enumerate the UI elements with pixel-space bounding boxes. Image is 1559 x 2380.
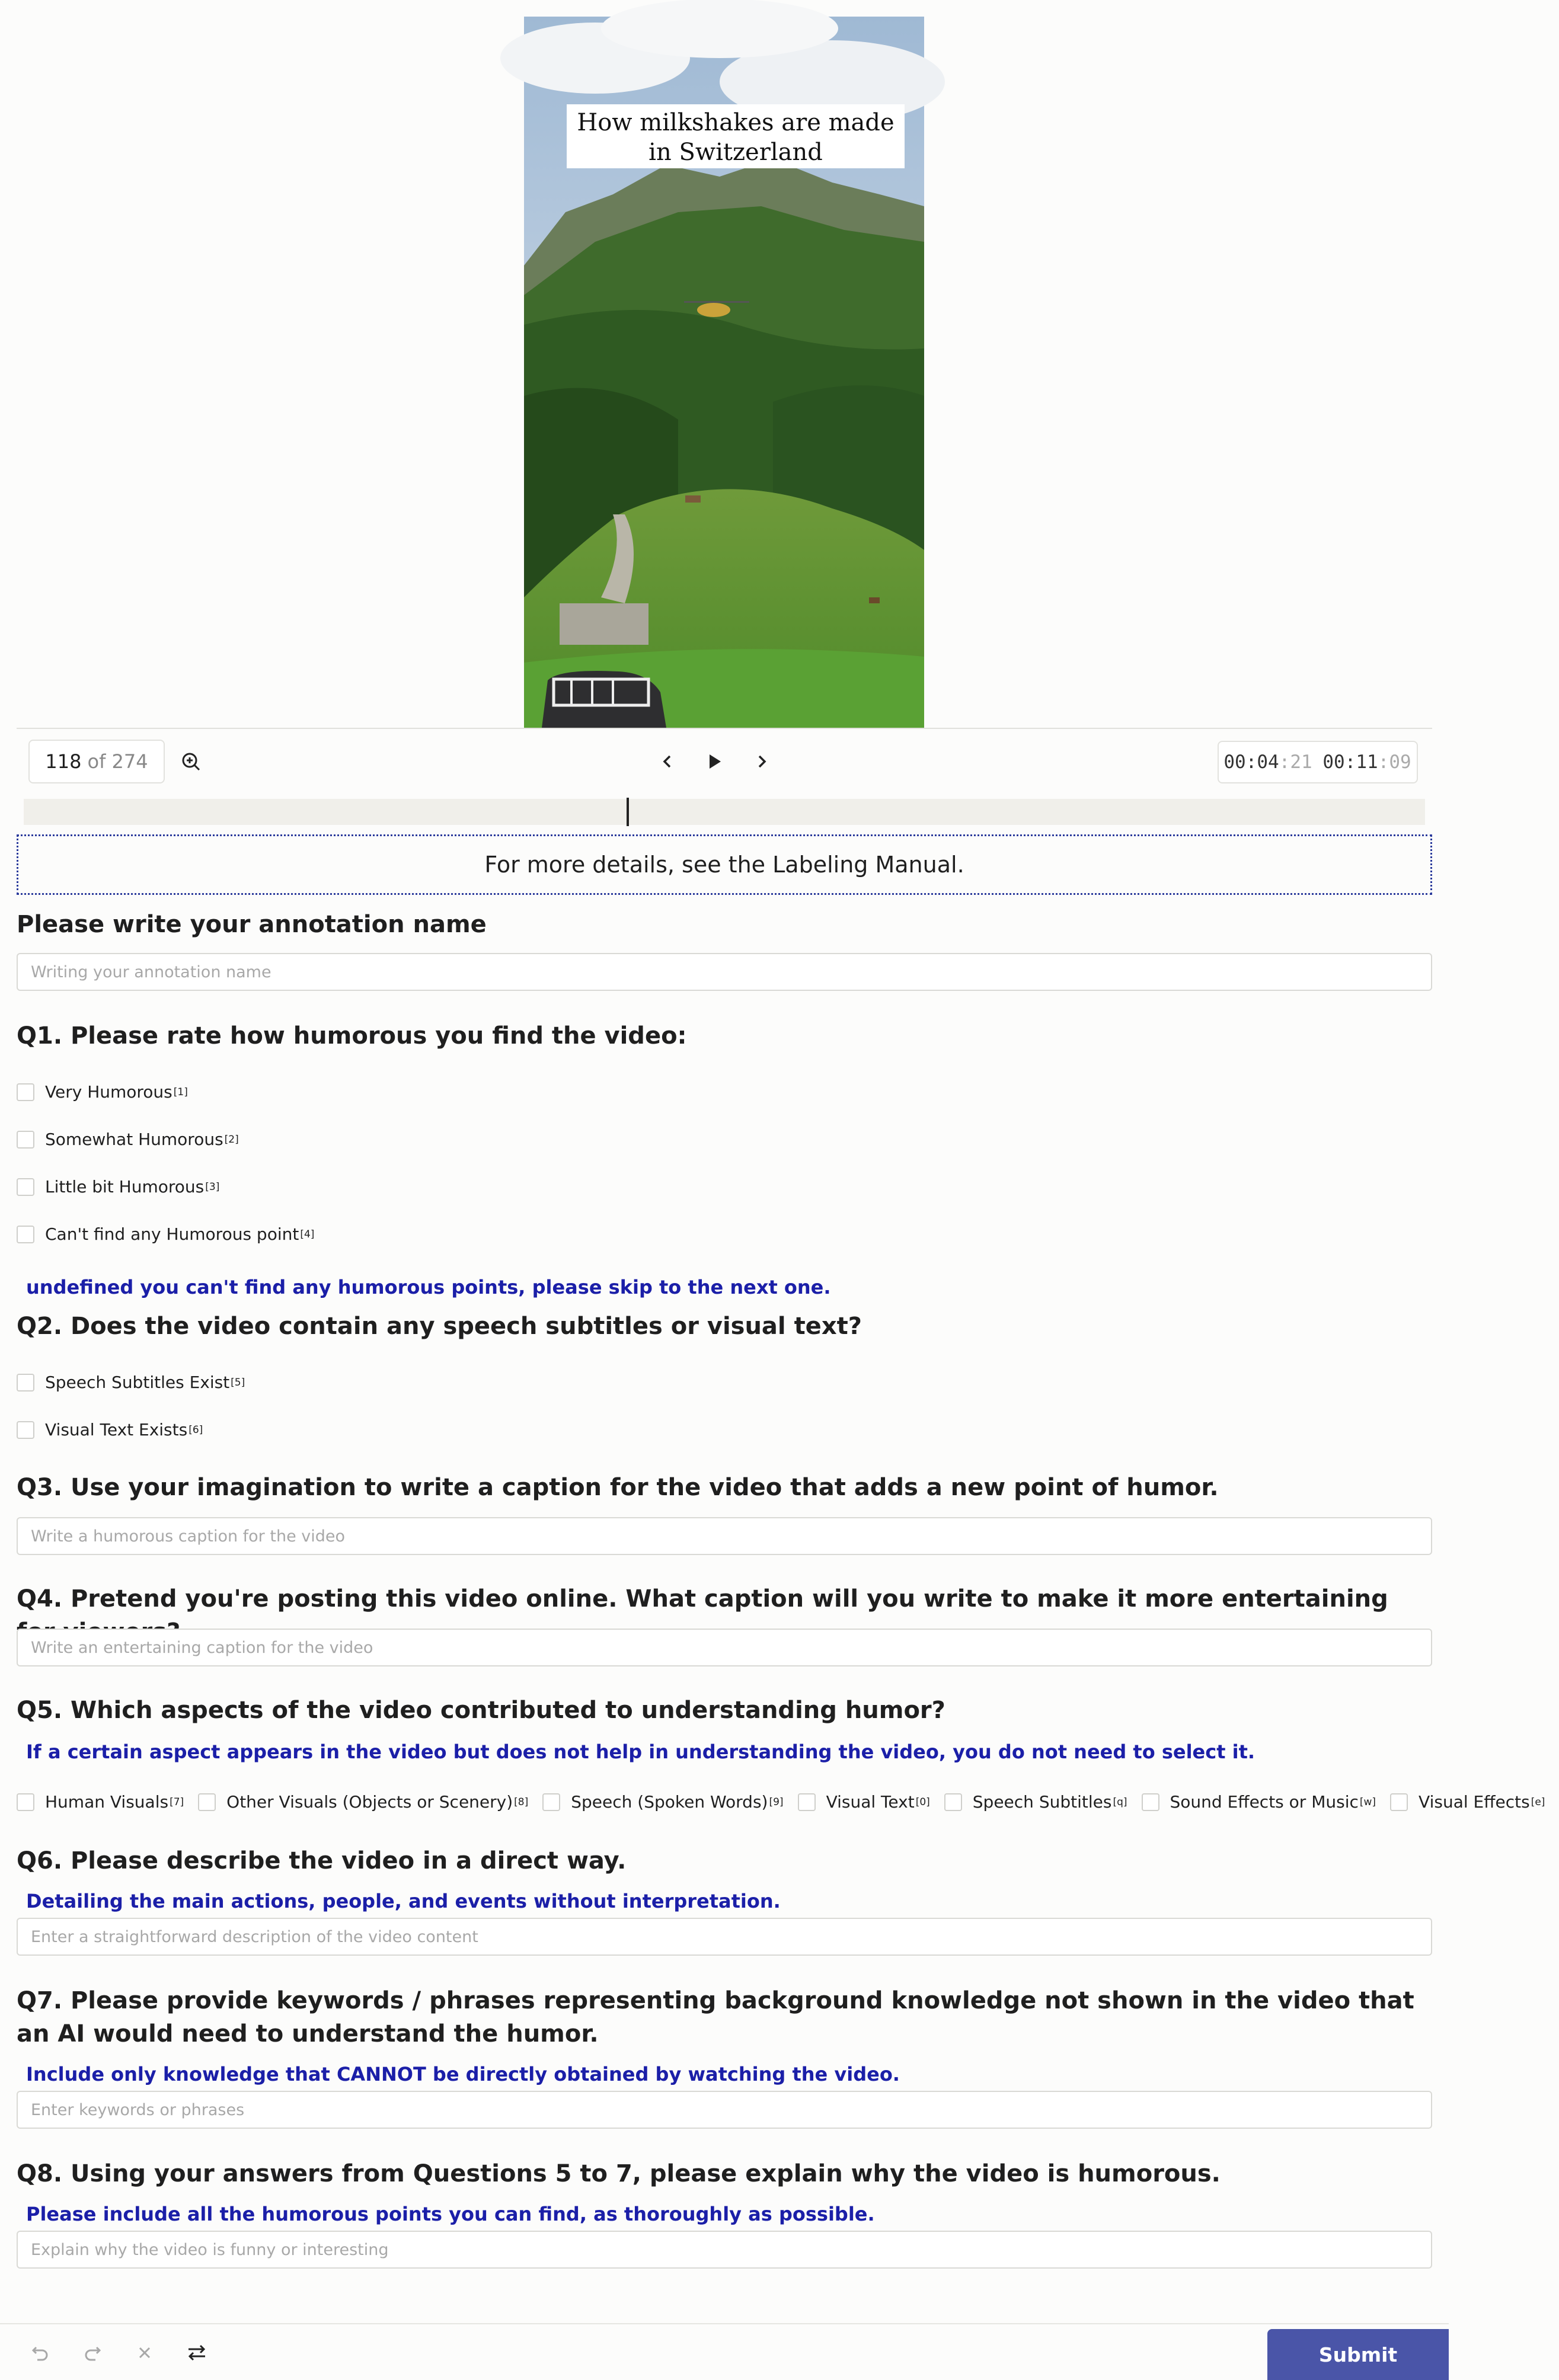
q5-option-sound-effects[interactable] <box>1142 1792 1376 1812</box>
frame-total: of 274 <box>87 750 148 773</box>
q2-option-visual-text[interactable] <box>17 1420 203 1439</box>
q8-explanation-input[interactable] <box>17 2231 1432 2269</box>
q1-option-no-humorous-point[interactable] <box>17 1224 314 1244</box>
timeline-track[interactable] <box>24 799 1425 825</box>
close-icon <box>136 2344 154 2362</box>
q2-title: Q2. Does the video contain any speech subtitles or visual text? <box>17 1313 862 1340</box>
checkbox[interactable] <box>17 1226 34 1243</box>
clear-button[interactable] <box>127 2335 162 2371</box>
toolbar-divider <box>0 2323 1449 2324</box>
labeling-manual-link[interactable]: For more details, see the Labeling Manual. <box>17 834 1432 895</box>
play-button[interactable] <box>697 744 732 779</box>
total-time <box>1317 741 1418 783</box>
option-key: [7] <box>170 1796 184 1808</box>
checkbox[interactable] <box>798 1793 816 1811</box>
q5-option-speech[interactable] <box>542 1792 783 1812</box>
checkbox[interactable] <box>17 1374 34 1391</box>
option-key: [1] <box>173 1086 188 1098</box>
option-label: Sound Effects or Music <box>1170 1792 1359 1812</box>
video-frame[interactable] <box>524 17 924 728</box>
checkbox[interactable] <box>1142 1793 1159 1811</box>
q5-option-human-visuals[interactable] <box>17 1792 184 1812</box>
q6-hint: Detailing the main actions, people, and events without interpretation. <box>26 1890 781 1912</box>
q3-title: Q3. Use your imagination to write a caption for the video that adds a new point of humor. <box>17 1474 1219 1501</box>
previous-frame-button[interactable] <box>650 744 685 779</box>
option-label: Visual Text Exists <box>45 1420 188 1439</box>
q2-option-speech-subtitles[interactable] <box>17 1373 245 1392</box>
option-label: Little bit Humorous <box>45 1177 205 1197</box>
option-label: Speech Subtitles <box>972 1792 1112 1812</box>
option-label: Visual Effects <box>1419 1792 1530 1812</box>
q1-option-somewhat-humorous[interactable] <box>17 1130 239 1149</box>
option-key: [4] <box>300 1228 315 1240</box>
q1-title: Q1. Please rate how humorous you find the video: <box>17 1022 687 1050</box>
option-label: Somewhat Humorous <box>45 1130 223 1149</box>
current-time-frac: :21 <box>1279 751 1312 773</box>
option-key: [5] <box>231 1376 245 1389</box>
q3-caption-input[interactable] <box>17 1517 1432 1555</box>
q6-description-input[interactable] <box>17 1918 1432 1956</box>
q5-option-other-visuals[interactable] <box>198 1792 528 1812</box>
option-label: Very Humorous <box>45 1082 172 1102</box>
option-key: [0] <box>915 1796 930 1808</box>
annotation-name-input[interactable] <box>17 953 1432 991</box>
annotation-name-title: Please write your annotation name <box>17 911 487 938</box>
option-key: [w] <box>1359 1796 1376 1808</box>
submit-button[interactable]: Submit <box>1267 2329 1449 2380</box>
play-icon <box>705 752 724 771</box>
option-label: Can't find any Humorous point <box>45 1224 299 1244</box>
checkbox[interactable] <box>17 1131 34 1149</box>
chevron-left-icon <box>659 753 676 770</box>
checkbox[interactable] <box>1390 1793 1408 1811</box>
total-time-main: 00:11 <box>1322 751 1378 773</box>
q6-title: Q6. Please describe the video in a direct way. <box>17 1847 627 1874</box>
redo-icon <box>82 2343 103 2363</box>
checkbox[interactable] <box>17 1178 34 1196</box>
q1-option-very-humorous[interactable] <box>17 1082 188 1102</box>
current-time <box>1218 741 1318 783</box>
frame-counter[interactable] <box>28 740 165 783</box>
divider <box>17 728 1432 729</box>
option-key: [6] <box>189 1423 203 1436</box>
q4-caption-input[interactable] <box>17 1629 1432 1666</box>
q5-option-visual-effects[interactable] <box>1390 1792 1545 1812</box>
q1-option-little-bit-humorous[interactable] <box>17 1177 219 1197</box>
q5-title: Q5. Which aspects of the video contributed to understanding humor? <box>17 1697 945 1724</box>
option-label: Speech Subtitles Exist <box>45 1373 230 1392</box>
q5-option-visual-text[interactable] <box>798 1792 930 1812</box>
option-key: [3] <box>205 1181 220 1193</box>
checkbox[interactable] <box>17 1793 34 1811</box>
current-time-main: 00:04 <box>1223 751 1279 773</box>
q5-hint: If a certain aspect appears in the video but does not help in understanding the video, you do not need to select it. <box>26 1741 1255 1763</box>
q1-hint: undefined you can't find any humorous points, please skip to the next one. <box>26 1276 831 1298</box>
option-key: [2] <box>224 1133 239 1146</box>
undo-button[interactable] <box>23 2335 58 2371</box>
redo-button[interactable] <box>75 2335 110 2371</box>
swap-button[interactable] <box>179 2335 215 2371</box>
option-key: [9] <box>769 1796 784 1808</box>
frame-current: 118 <box>45 750 82 773</box>
q4-title: Q4. Pretend you're posting this video online. What caption will you write to make it more entertaining <box>17 1585 1388 1613</box>
option-label: Visual Text <box>826 1792 915 1812</box>
q5-option-speech-subtitles[interactable] <box>944 1792 1127 1812</box>
checkbox[interactable] <box>17 1421 34 1439</box>
option-label: Human Visuals <box>45 1792 169 1812</box>
q7-hint: Include only knowledge that CANNOT be directly obtained by watching the video. <box>26 2063 900 2085</box>
q8-title: Q8. Using your answers from Questions 5 to 7, please explain why the video is humorous. <box>17 2160 1221 2187</box>
undo-icon <box>30 2343 50 2363</box>
next-frame-button[interactable] <box>744 744 780 779</box>
zoom-button[interactable] <box>173 744 209 779</box>
q7-title: Q7. Please provide keywords / phrases representing background knowledge not shown in the video that an AI would need to understand the humor. <box>17 1987 1414 2048</box>
video-caption-overlay: How milkshakes are made in Switzerland <box>567 104 905 168</box>
option-key: [8] <box>514 1796 529 1808</box>
option-label: Speech (Spoken Words) <box>571 1792 768 1812</box>
checkbox[interactable] <box>17 1083 34 1101</box>
option-key: [e] <box>1531 1796 1545 1808</box>
timeline-playhead[interactable] <box>627 798 629 826</box>
q8-hint: Please include all the humorous points you can find, as thoroughly as possible. <box>26 2203 875 2225</box>
q7-keywords-input[interactable] <box>17 2091 1432 2129</box>
swap-icon <box>186 2342 207 2363</box>
checkbox[interactable] <box>944 1793 962 1811</box>
total-time-frac: :09 <box>1378 751 1411 773</box>
q5-options <box>17 1792 1559 1812</box>
option-label: Other Visuals (Objects or Scenery) <box>226 1792 513 1812</box>
zoom-in-icon <box>181 751 201 772</box>
checkbox[interactable] <box>542 1793 560 1811</box>
checkbox[interactable] <box>198 1793 216 1811</box>
option-key: [q] <box>1113 1796 1127 1808</box>
chevron-right-icon <box>753 753 770 770</box>
